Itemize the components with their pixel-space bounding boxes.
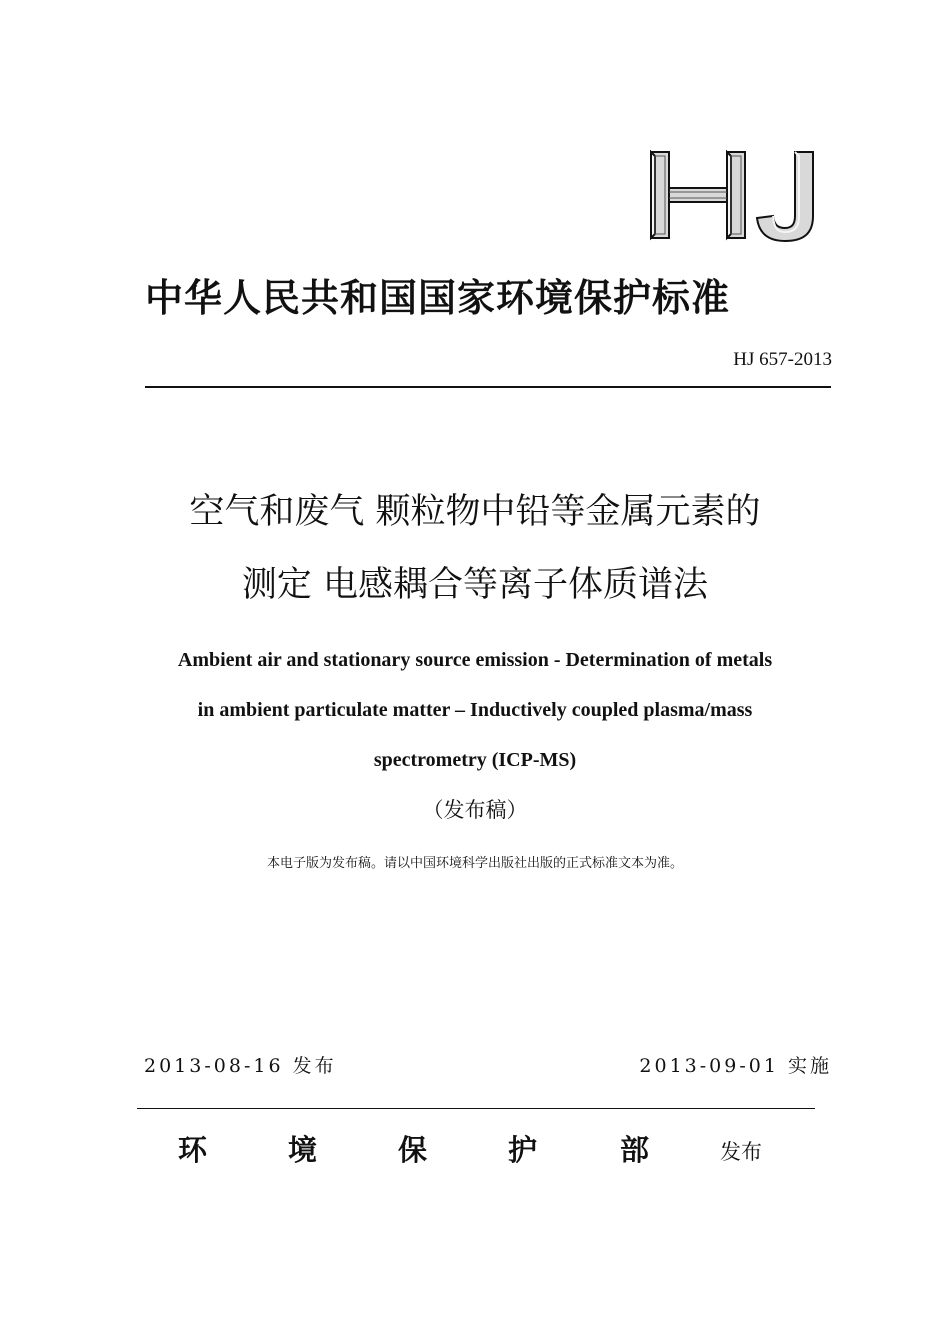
draft-label: （发布稿）: [422, 798, 528, 822]
publisher-char: 护: [508, 1133, 538, 1167]
chinese-title-line-2: 测定 电感耦合等离子体质谱法: [241, 565, 709, 605]
standard-number: HJ 657-2013: [733, 349, 832, 370]
publisher-suffix: 发布: [720, 1140, 762, 1164]
chinese-title-line-1: 空气和废气 颗粒物中铅等金属元素的: [189, 492, 761, 532]
english-title-line-3: spectrometry (ICP-MS): [373, 749, 577, 771]
publisher-char: 环: [178, 1133, 208, 1167]
publish-date: 2013-08-16 发布: [144, 1055, 337, 1077]
publisher-char: 部: [620, 1133, 650, 1167]
publisher-line: [170, 1128, 770, 1172]
effective-date: 2013-09-01 实施: [639, 1055, 832, 1077]
org-title: 中华人民共和国国家环境保护标准: [145, 276, 731, 320]
hj-logo-icon: [645, 146, 825, 246]
publisher-char: 保: [398, 1133, 428, 1167]
english-title-line-2: in ambient particulate matter – Inductively coupled plasma/mass: [197, 699, 753, 721]
publisher-char: 境: [288, 1133, 318, 1167]
footer-divider: [137, 1108, 815, 1109]
edition-note: 本电子版为发布稿。请以中国环境科学出版社出版的正式标准文本为准。: [266, 856, 683, 871]
header-divider: [145, 386, 831, 388]
english-title-line-1: Ambient air and stationary source emission - Determination of metals: [177, 649, 773, 671]
hj-standard-logo: [645, 146, 825, 246]
